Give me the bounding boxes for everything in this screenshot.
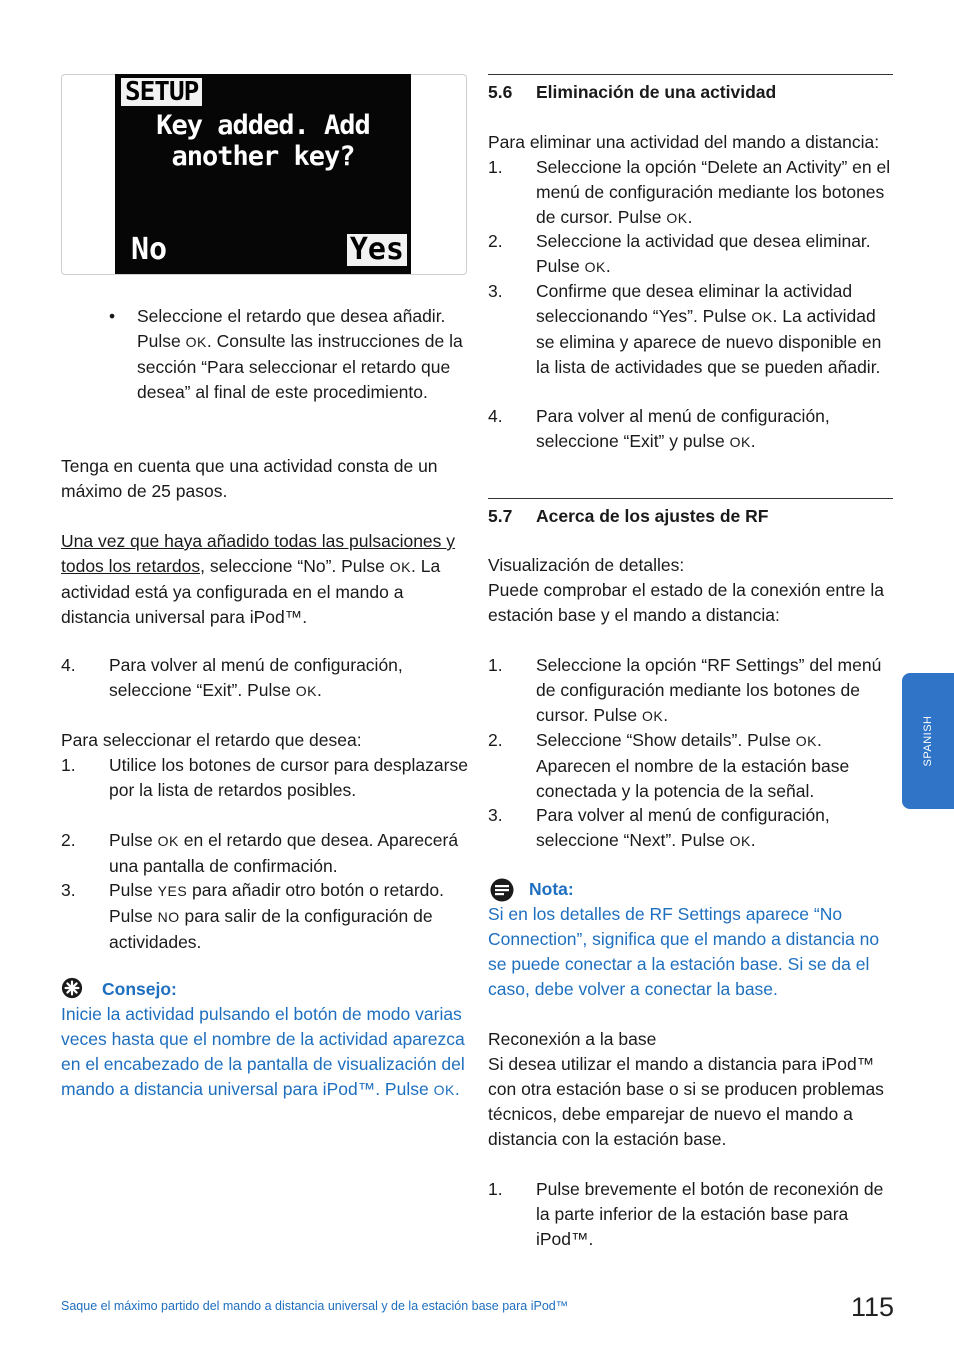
select-intro: Para seleccionar el retardo que desea:: [61, 730, 362, 750]
section-divider: [488, 498, 893, 499]
list-item: 1. Seleccione la opción “Delete an Activity” en el menú de configuración mediante los botones de cursor. Pulse OK.: [488, 157, 891, 227]
s57-intro: Puede comprobar el estado de la conexión entre la estación base y el mando a distancia:: [488, 580, 884, 625]
tip-title: Consejo:: [102, 979, 177, 999]
s56-intro: Para eliminar una actividad del mando a distancia:: [488, 132, 880, 152]
section-divider: [488, 74, 893, 75]
list-item: 4. Para volver al menú de configuración, seleccione “Exit”. Pulse OK.: [61, 655, 403, 700]
list-item: 1. Utilice los botones de cursor para desplazarse por la lista de retardos posibles.: [61, 755, 468, 800]
list-item: 3. Pulse YES para añadir otro botón o retardo. Pulse NO para salir de la configuración de actividades.: [61, 880, 444, 952]
screen-message: Key added. Add another key?: [156, 110, 370, 172]
screen-yes-option: Yes: [347, 234, 407, 266]
language-tab: SPANISH: [902, 673, 954, 809]
note-title: Nota:: [529, 879, 574, 899]
list-item: 4. Para volver al menú de configuración, seleccione “Exit” y pulse OK.: [488, 406, 830, 451]
list-item: 1. Seleccione la opción “RF Settings” del menú de configuración mediante los botones de cursor. Pulse OK.: [488, 655, 882, 725]
list-item: 2. Pulse OK en el retardo que desea. Aparecerá una pantalla de confirmación.: [61, 830, 459, 876]
note-icon: [490, 878, 514, 902]
paragraph-finish: Una vez que haya añadido todas las pulsaciones y todos los retardos, seleccione “No”. Pulse OK. La actividad está ya configurada en el mando a distancia universal para iPod™.: [61, 531, 456, 627]
list-item: 2. Seleccione la actividad que desea eliminar. Pulse OK.: [488, 231, 871, 276]
screen-no-option: No: [131, 232, 168, 267]
screen-title: SETUP: [121, 78, 202, 106]
page-footer: Saque el máximo partido del mando a distancia universal y de la estación base para iPod™: [61, 1299, 569, 1313]
page-number: 115: [851, 1292, 895, 1322]
tip-icon: [61, 977, 83, 999]
note-max-steps: Tenga en cuenta que una actividad consta de un máximo de 25 pasos.: [61, 456, 438, 501]
bullet-item: • Seleccione el retardo que desea añadir. Pulse OK. Consulte las instrucciones de la sección “Para seleccionar el retardo que desea” al final de este procedimiento.: [109, 306, 463, 402]
list-item: 3. Confirme que desea eliminar la actividad seleccionando “Yes”. Pulse OK. La actividad se elimina y aparece de nuevo disponible en la lista de actividades que se pueden añadir.: [488, 281, 882, 377]
tip-text: Inicie la actividad pulsando el botón de modo varias veces hasta que el nombre de la actividad aparezca en el encabezado de la pantalla de visualización del mando a distancia universal para iPod™. Pulse OK.: [61, 1004, 465, 1099]
reconnect-text: Si desea utilizar el mando a distancia para iPod™ con otra estación base o si se producen problemas técnicos, debe emparejar de nuevo el mando a distancia con la estación base.: [488, 1054, 884, 1149]
note-text: Si en los detalles de RF Settings aparece “No Connection”, significa que el mando a distancia no se puede conectar a la estación base. Si se da el caso, debe volver a conectar la base.: [488, 904, 880, 999]
section-heading-5-7: 5.7 Acerca de los ajustes de RF: [488, 506, 769, 526]
list-item: 2. Seleccione “Show details”. Pulse OK. Aparecen el nombre de la estación base conectada y la potencia de la señal.: [488, 730, 850, 801]
device-screen: [115, 74, 411, 274]
list-item: 3. Para volver al menú de configuración, seleccione “Next”. Pulse OK.: [488, 805, 830, 850]
section-heading-5-6: 5.6 Eliminación de una actividad: [488, 82, 777, 102]
reconnect-title: Reconexión a la base: [488, 1029, 657, 1049]
s57-sub1: Visualización de detalles:: [488, 555, 685, 575]
list-item: 1. Pulse brevemente el botón de reconexión de la parte inferior de la estación base para iPod™.: [488, 1179, 884, 1249]
